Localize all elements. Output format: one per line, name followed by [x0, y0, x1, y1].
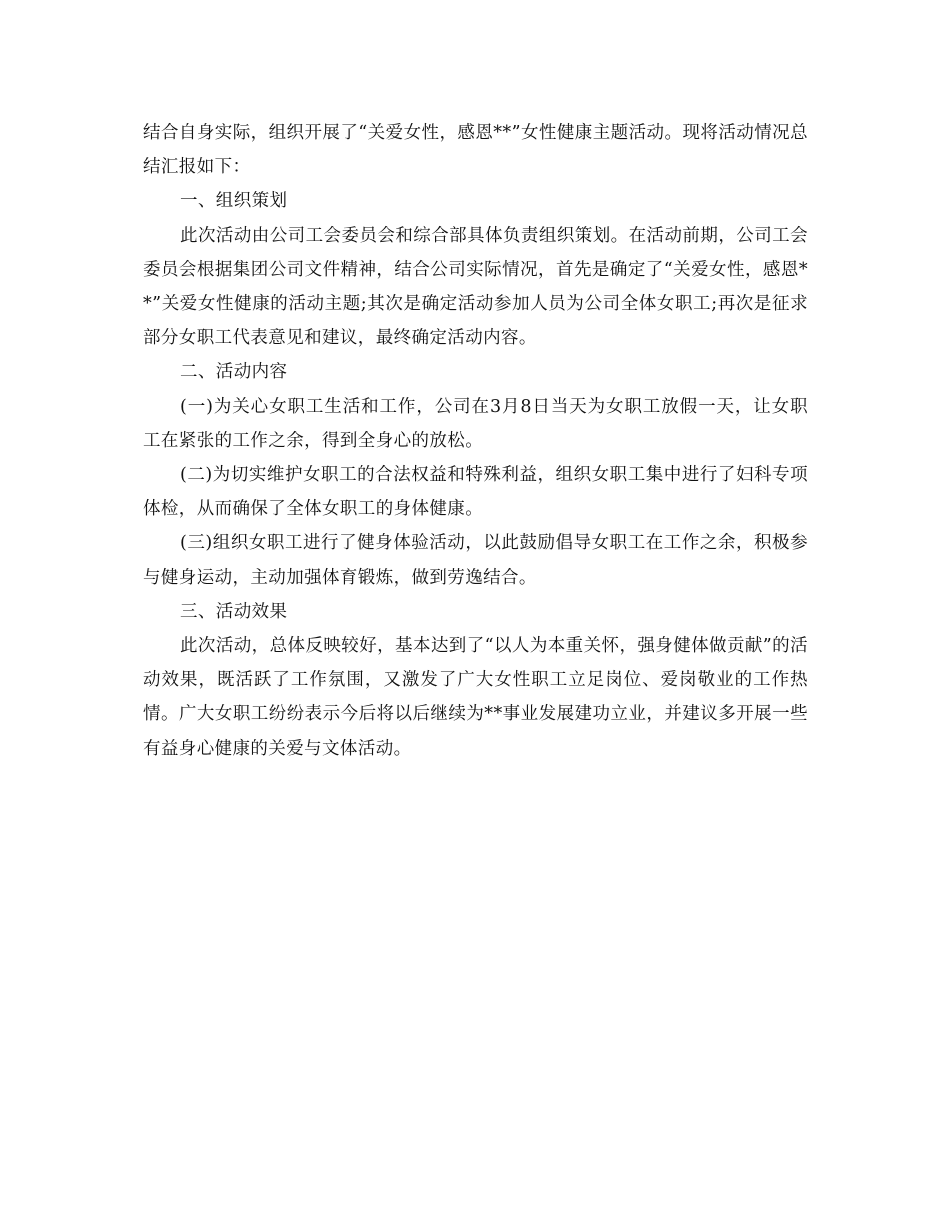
planning-paragraph: 此次活动由公司工会委员会和综合部具体负责组织策划。在活动前期，公司工会委员会根据集团公司文件精神，结合公司实际情况，首先是确定了“关爱女性，感恩**”关爱女性健康的活动主题;其次是确定活动参加人员为公司全体女职工;再次是征求部分女职工代表意见和建议，最终确定活动内容。: [143, 225, 808, 349]
section-heading-content: 二、活动内容: [180, 362, 288, 383]
section-heading-effect: 三、活动效果: [180, 601, 288, 622]
section-heading-planning: 一、组织策划: [180, 191, 288, 212]
content-item-1: (一)为关心女职工生活和工作，公司在3月8日当天为女职工放假一天，让女职工在紧张的工作之余，得到全身心的放松。: [143, 396, 808, 451]
document-body: [143, 116, 808, 766]
content-item-2: (二)为切实维护女职工的合法权益和特殊利益，组织女职工集中进行了妇科专项体检，从而确保了全体女职工的身体健康。: [143, 465, 808, 520]
effect-paragraph: 此次活动，总体反映较好，基本达到了“以人为本重关怀，强身健体做贡献”的活动效果，既活跃了工作氛围，又激发了广大女性职工立足岗位、爱岗敬业的工作热情。广大女职工纷纷表示今后将以后继续为**事业发展建功立业，并建议多开展一些有益身心健康的关爱与文体活动。: [143, 636, 808, 759]
content-item-3: (三)组织女职工进行了健身体验活动，以此鼓励倡导女职工在工作之余，积极参与健身运动，主动加强体育锻炼，做到劳逸结合。: [143, 533, 808, 588]
intro-paragraph: 结合自身实际，组织开展了“关爱女性，感恩**”女性健康主题活动。现将活动情况总结汇报如下：: [143, 123, 808, 178]
